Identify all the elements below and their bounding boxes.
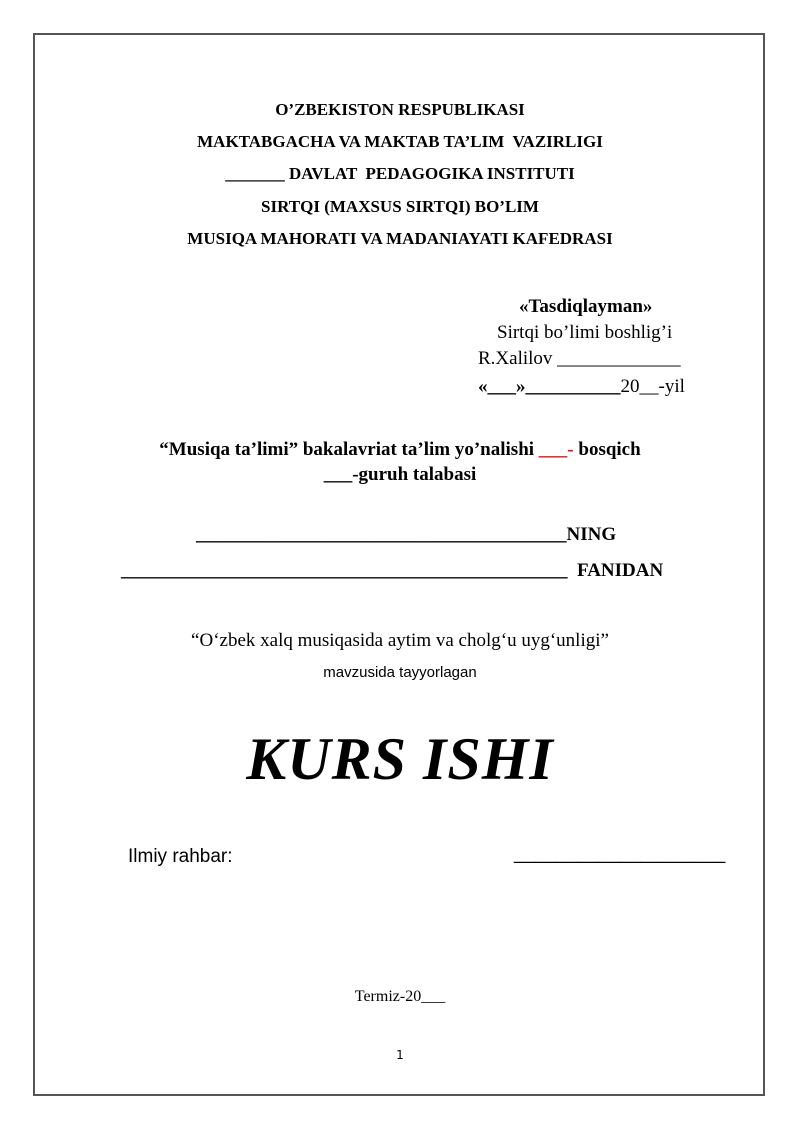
header-ministry: MAKTABGACHA VA MAKTAB TA’LIM VAZIRLIGI <box>197 132 603 151</box>
approval-position: Sirtqi bo’limi boshlig’i <box>497 322 673 343</box>
header-department: SIRTQI (MAXSUS SIRTQI) BO’LIM <box>261 197 539 216</box>
program-text: “Musiqa ta’limi” bakalavriat ta’lim yo’nalishi <box>159 439 539 460</box>
student-group-line: ___-guruh talabasi <box>323 464 477 485</box>
approval-date-day-month: «___»__________ <box>478 376 621 397</box>
topic-subtitle: mavzusida tayyorlagan <box>323 664 477 681</box>
page-number: 1 <box>396 1048 404 1062</box>
student-program-line <box>0 439 800 461</box>
header-institute: _______ DAVLAT PEDAGOGIKA INSTITUTI <box>225 164 575 183</box>
place-year: Termiz-20___ <box>354 988 446 1005</box>
approval-title: «Tasdiqlayman» <box>519 296 653 317</box>
approval-date-year: 20__-yil <box>620 376 685 397</box>
advisor-signature-blank: ____________________ <box>514 843 726 864</box>
approval-date <box>478 376 685 398</box>
advisor-label: Ilmiy rahbar: <box>128 846 233 867</box>
student-name-line: _______________________________________NING <box>196 524 617 545</box>
header-chair: MUSIQA MAHORATI VA MADANIAYATI KAFEDRASI <box>187 229 613 248</box>
stage-blank: ___- <box>538 439 574 460</box>
subject-name-line: _______________________________________________ FANIDAN <box>121 560 664 581</box>
header-republic: O’ZBEKISTON RESPUBLIKASI <box>275 100 525 119</box>
stage-label: bosqich <box>573 439 641 460</box>
approval-signatory: R.Xalilov _____________ <box>478 348 681 369</box>
topic-title: “O‘zbek xalq musiqasida aytim va cholg‘u uyg‘unligi” <box>191 630 609 651</box>
document-title: KURS ISHI <box>246 726 554 792</box>
